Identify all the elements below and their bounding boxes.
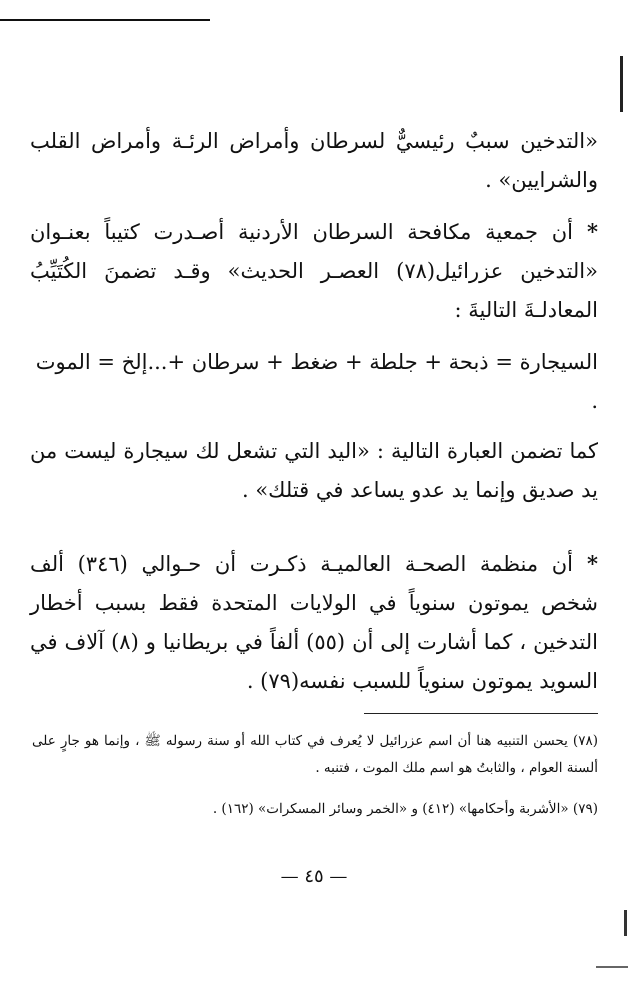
bullet-star-icon: * — [587, 551, 598, 576]
equation-text: السيجارة = ذبحة + جلطة + ضغط + سرطان +...إلخ = الموت . — [35, 350, 598, 413]
paragraph-quote — [30, 432, 598, 510]
footnote-79 — [32, 796, 598, 823]
paragraph-text: أن منظمة الصحـة العالميـة ذكـرت أن حـوالي (٣٤٦) ألف شخص يموتون سنوياً في الولايات المتحدة فقط بسبب أخطار التدخين ، كما أشارت إلى أن (٥٥) ألفاً في بريطانيا و (٨) آلاف في السويد يموتون سنوياً للسبب نفسه(٧٩) . — [30, 552, 598, 693]
paragraph-who-statistics — [30, 544, 598, 701]
scan-edge-rule — [596, 966, 628, 968]
header-rule — [0, 19, 210, 21]
page-number: — ٤٥ — — [280, 866, 348, 887]
equation-line — [30, 343, 598, 421]
footnote-78 — [32, 728, 598, 782]
paragraph-text: «التدخين سببٌ رئيسيٌّ لسرطان وأمراض الرئـة وأمراض القلب والشرايين» . — [30, 129, 598, 192]
paragraph-text: أن جمعية مكافحة السرطان الأردنية أصـدرت كتيباً بعنـوان «التدخين عزرائيل(٧٨) العصـر الحديث» وقـد تضمنَ الكُتَيِّبُ المعادلـةَ التاليةَ : — [30, 220, 598, 322]
footnote-separator — [364, 713, 598, 714]
paragraph-text: كما تضمن العبارة التالية : «اليد التي تشعل لك سيجارة ليست من يد صديق وإنما يد عدو يساعد في قتلك» . — [30, 439, 598, 502]
bullet-star-icon: * — [587, 219, 598, 244]
paragraph-jordan-society — [30, 212, 598, 330]
footnote-text: (٧٨) يحسن التنبيه هنا أن اسم عزرائيل لا يُعرف في كتاب الله أو سنة رسوله ﷺ ، وإنما هو جارٍ على ألسنة العوام ، والثابتُ هو اسم ملك الموت ، فتنبه . — [32, 733, 598, 776]
scan-edge-mark — [624, 910, 627, 936]
scan-edge-mark — [620, 56, 623, 112]
paragraph-smoking-cause — [30, 122, 598, 200]
footnote-text: (٧٩) «الأشربة وأحكامها» (٤١٢) و «الخمر وسائر المسكرات» (١٦٢) . — [212, 801, 598, 817]
